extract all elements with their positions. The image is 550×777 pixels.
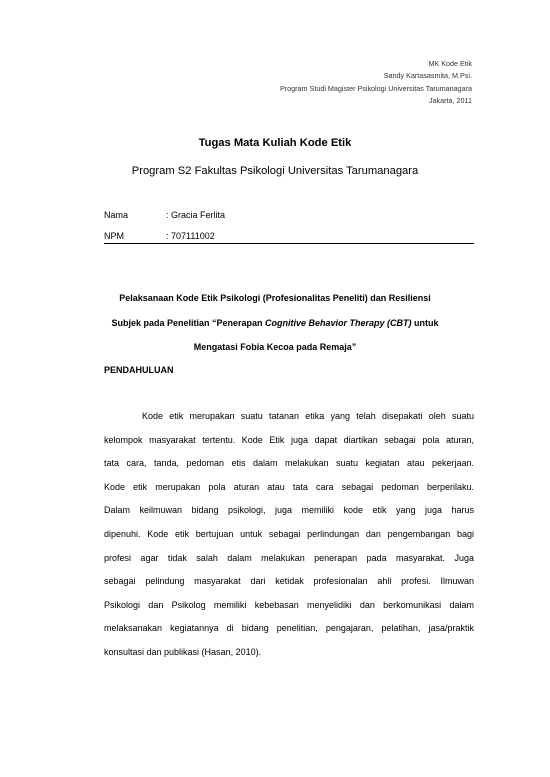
paper-title-line-2-italic: Cognitive Behavior Therapy (CBT): [265, 317, 412, 328]
paper-title: [90, 286, 460, 360]
paper-title-line-2-end: untuk: [411, 317, 439, 328]
paper-title-line-3: Mengatasi Fobia Kecoa pada Remaja”: [193, 342, 357, 352]
place-date: Jakarta, 2011: [428, 95, 472, 105]
npm-value: : 707111002: [166, 231, 215, 241]
body-line: Psikologi dan Psikolog memiliki kebebasan menyelidiki dan berkomunikasi dalam: [104, 599, 474, 610]
paper-title-line-2: [90, 311, 460, 336]
course-name: MK Kode Etik: [428, 59, 472, 68]
name-value: : Gracia Ferlita: [166, 210, 226, 220]
body-paragraph: [104, 405, 474, 665]
body-line: sebagai pelindung masyarakat dari ketidak profesionalan ahli profesi. Ilmuwan: [104, 576, 474, 587]
document-subtitle: Program S2 Fakultas Psikologi Universitas Tarumanagara: [131, 165, 419, 177]
program-name: Program Studi Magister Psikologi Universitas Tarumanagara: [279, 83, 472, 93]
body-line: tata cara, tanda, pedoman etis dalam melakukan suatu kegiatan atau pekerjaan.: [104, 458, 474, 469]
body-line: Dalam keilmuwan bidang psikologi, juga memiliki kode etik yang juga harus: [104, 505, 474, 516]
body-line: konsultasi dan publikasi (Hasan, 2010).: [104, 646, 262, 657]
npm-label: NPM: [104, 231, 124, 241]
npm-row: [104, 230, 474, 244]
divider-line: [104, 243, 474, 244]
paper-title-line-1: Pelaksanaan Kode Etik Psikologi (Profesionalitas Peneliti) dan Resiliensi: [119, 293, 431, 303]
body-line: Kode etik merupakan suatu tatanan etika yang telah disepakati oleh suatu: [142, 411, 474, 421]
body-line: profesi agar tidak salah dalam melakukan penerapan pada masyarakat. Juga: [104, 552, 474, 563]
name-row: [104, 209, 474, 223]
body-line: dipenuhi. Kode etik bertujuan untuk sebagai perlindungan dan pengembangan bagi: [104, 528, 474, 539]
body-line: kelompok masyarakat tertentu. Kode Etik juga dapat diartikan sebagai pola aturan,: [104, 434, 474, 445]
document-title: Tugas Mata Kuliah Kode Etik: [198, 137, 352, 149]
paper-title-line-2-start: Subjek pada Penelitian “Penerapan: [111, 317, 266, 328]
section-heading: PENDAHULUAN: [104, 365, 174, 375]
name-label: Nama: [104, 210, 129, 220]
body-line: Kode etik merupakan pola aturan atau tata cara sebagai pedoman berperilaku.: [104, 481, 474, 492]
document-header: [280, 58, 472, 107]
body-line: melaksanakan kegiatannya di bidang penelitian, pengajaran, pelatihan, jasa/praktik: [104, 623, 474, 634]
lecturer-name: Sandy Kartasasmita, M.Psi.: [383, 71, 472, 81]
